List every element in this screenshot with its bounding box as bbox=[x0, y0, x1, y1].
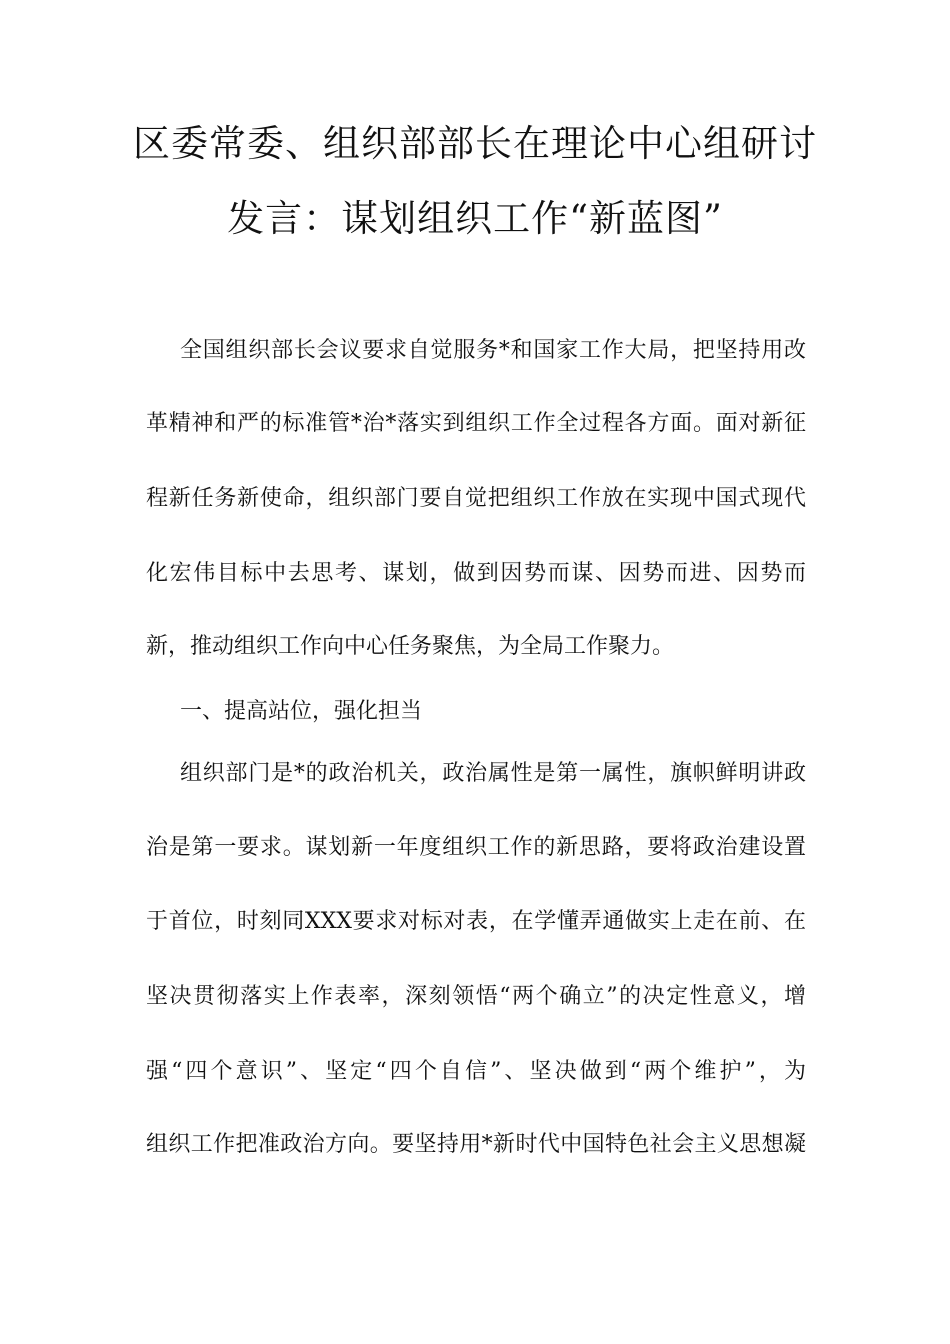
section-paragraph-line: 坚决贯彻落实上作表率，深刻领悟“两个确立”的决定性意义，增 bbox=[146, 984, 806, 1009]
intro-paragraph-line: 全国组织部长会议要求自觉服务*和国家工作大局，把坚持用改 bbox=[180, 338, 806, 363]
section-paragraph-line: 组织部门是*的政治机关，政治属性是第一属性，旗帜鲜明讲政 bbox=[180, 761, 806, 786]
document-title-line-1: 区委常委、组织部部长在理论中心组研讨 bbox=[133, 122, 817, 165]
intro-paragraph-line: 革精神和严的标准管*治*落实到组织工作全过程各方面。面对新征 bbox=[146, 411, 806, 436]
section-paragraph-line: 于首位，时刻同XXX要求对标对表，在学懂弄通做实上走在前、在 bbox=[146, 909, 806, 934]
intro-paragraph-line: 化宏伟目标中去思考、谋划，做到因势而谋、因势而进、因势而 bbox=[146, 561, 806, 586]
section-paragraph-line: 组织工作把准政治方向。要坚持用*新时代中国特色社会主义思想凝 bbox=[146, 1132, 806, 1157]
section-paragraph-line: 治是第一要求。谋划新一年度组织工作的新思路，要将政治建设置 bbox=[146, 835, 806, 860]
intro-paragraph-line: 程新任务新使命，组织部门要自觉把组织工作放在实现中国式现代 bbox=[146, 486, 806, 511]
document-title-line-2: 发言：谋划组织工作“新蓝图” bbox=[227, 197, 723, 240]
intro-paragraph-line: 新，推动组织工作向中心任务聚焦，为全局工作聚力。 bbox=[146, 634, 675, 659]
section-paragraph-line: 强“四个意识”、坚定“四个自信”、坚决做到“两个维护”，为 bbox=[146, 1059, 806, 1084]
section-heading: 一、提高站位，强化担当 bbox=[180, 699, 423, 724]
